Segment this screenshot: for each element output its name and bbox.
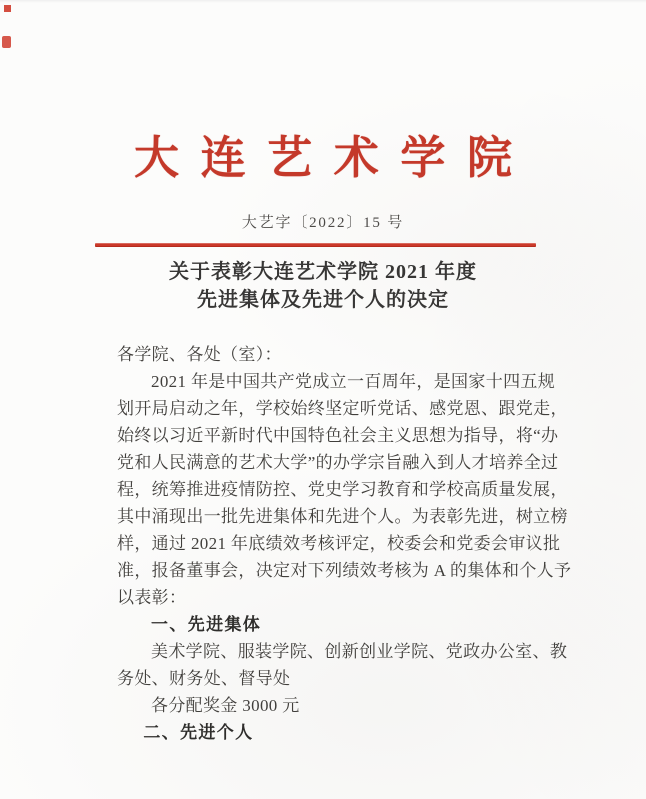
paragraph-line: 程，统筹推进疫情防控、党史学习教育和学校高质量发展， <box>117 480 568 499</box>
document-title-line1: 关于表彰大连艺术学院 2021 年度 <box>169 261 477 283</box>
paragraph-line: 样，通过 2021 年底绩效考核评定，校委会和党委会审议批 <box>117 534 561 553</box>
paragraph-line: 党和人民满意的艺术大学”的办学宗旨融入到人才培养全过 <box>117 453 559 472</box>
red-scan-artifact-mark <box>4 5 11 12</box>
paragraph-line: 2021 年是中国共产党成立一百周年，是国家十四五规 <box>151 372 556 391</box>
salutation: 各学院、各处（室）： <box>117 345 282 364</box>
paragraph-line: 准，报备董事会，决定对下列绩效考核为 A 的集体和个人予 <box>117 561 572 580</box>
document-reference-number: 大艺字〔2022〕15 号 <box>241 215 405 231</box>
red-scan-artifact-mark <box>2 36 11 48</box>
document-body <box>117 341 572 746</box>
section-heading-advanced-individuals: 二、先进个人 <box>143 723 254 742</box>
letterhead-institution-title: 大连艺术学院 <box>133 133 534 183</box>
paragraph-line: 始终以习近平新时代中国特色社会主义思想为指导，将“办 <box>117 426 559 445</box>
paragraph-line: 划开局启动之年，学校始终坚定听党话、感党恩、跟党走， <box>117 399 568 418</box>
section-content-line: 务处、财务处、督导处 <box>117 669 291 688</box>
document-title-line2: 先进集体及先进个人的决定 <box>197 289 449 311</box>
section-content-line: 美术学院、服装学院、创新创业学院、党政办公室、教 <box>151 642 568 661</box>
letterhead-red-divider <box>95 243 536 247</box>
paragraph-line: 以表彰： <box>117 588 187 607</box>
section-heading-advanced-collectives: 一、先进集体 <box>151 615 262 634</box>
paragraph-line: 其中涌现出一批先进集体和先进个人。为表彰先进，树立榜 <box>117 507 568 526</box>
award-amount-line: 各分配奖金 3000 元 <box>151 696 300 715</box>
document-title <box>0 258 646 314</box>
